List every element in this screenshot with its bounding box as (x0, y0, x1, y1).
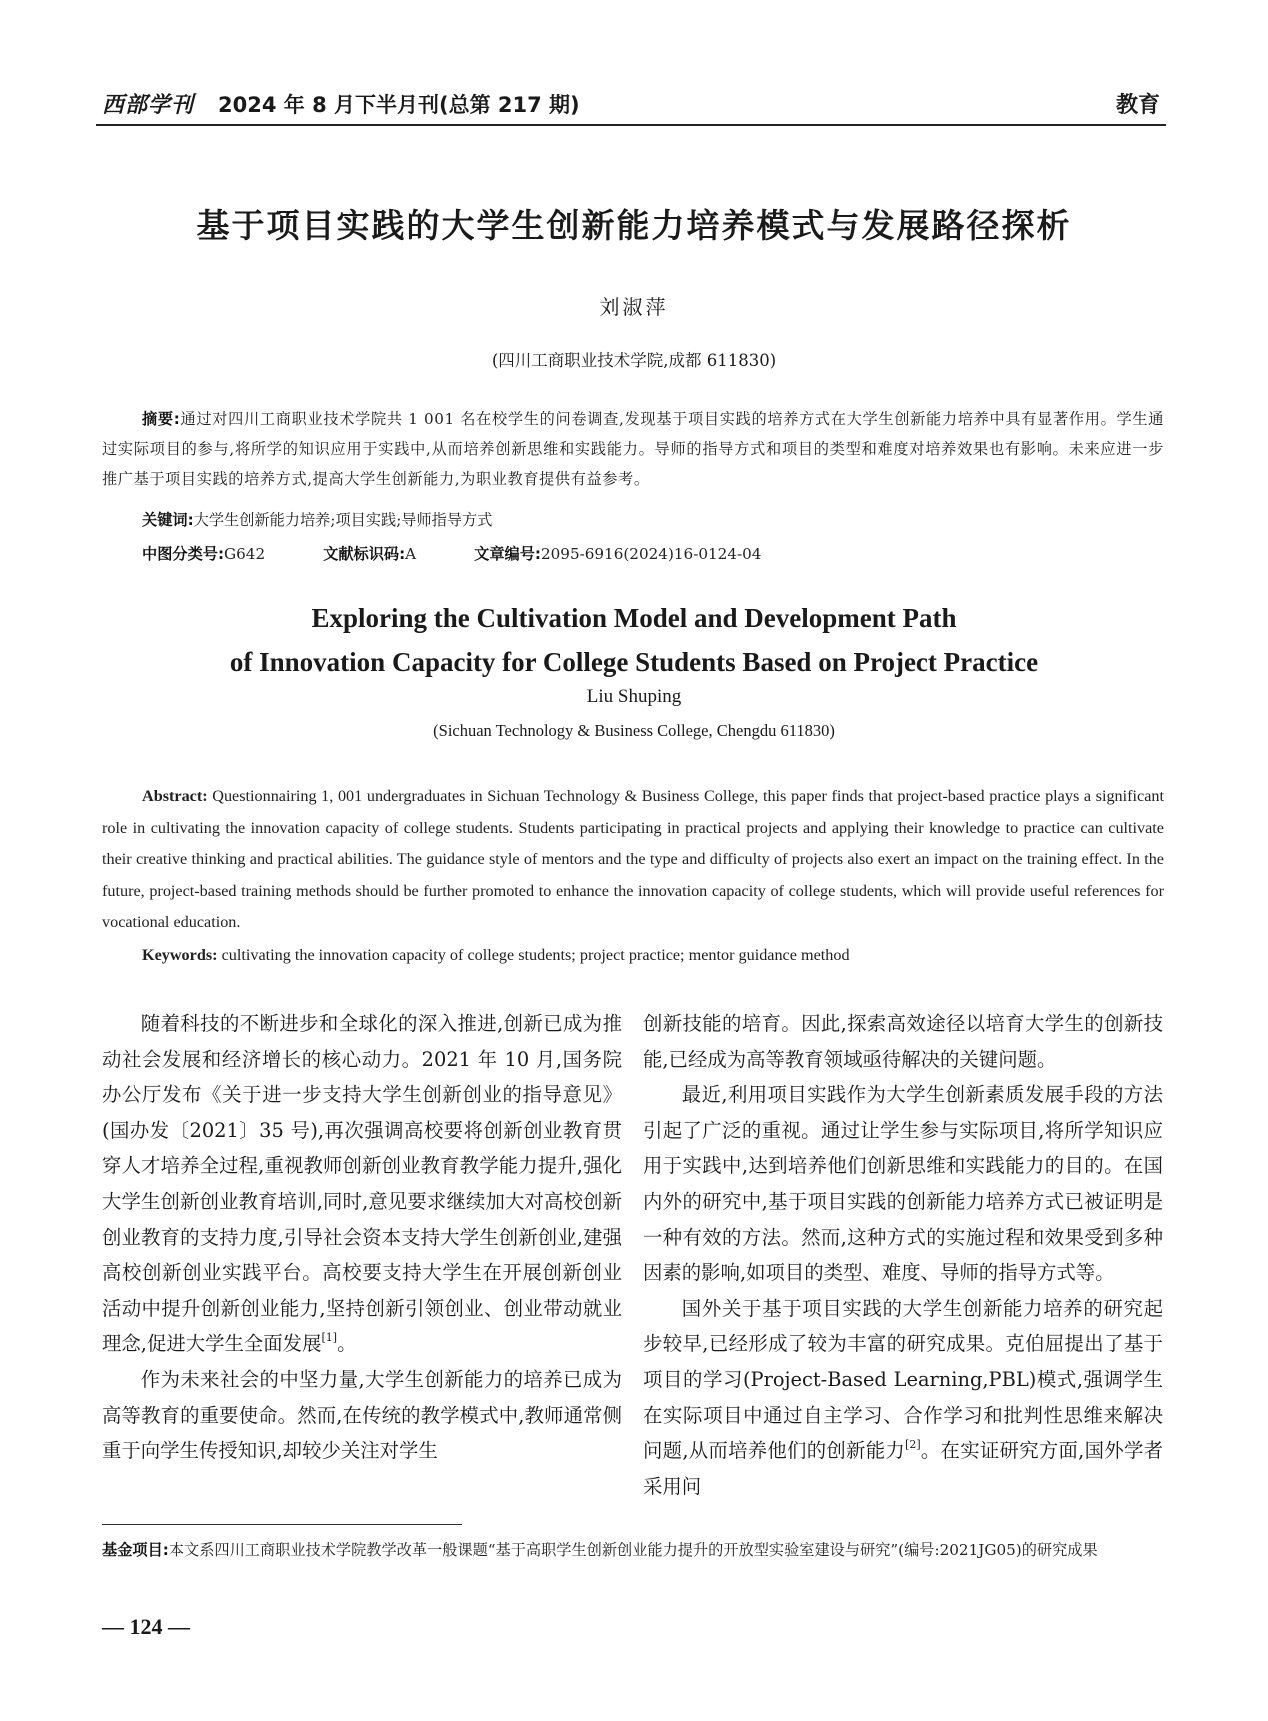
journal-name: 西部学刊 (102, 92, 195, 118)
body-paragraph: 最近,利用项目实践作为大学生创新素质发展手段的方法引起了广泛的重视。通过让学生参与实际项目,将所学知识应用于实践中,达到培养他们创新思维和实践能力的目的。在国内外的研究中,基于项目实践的创新能力培养方式已被证明是一种有效的方法。然而,这种方式的实施过程和效果受到多种因素的影响,如项目的类型、难度、导师的指导方式等。 (643, 1083, 1163, 1285)
body-paragraph: 作为未来社会的中坚力量,大学生创新能力的培养已成为高等教育的重要使命。然而,在传统的教学模式中,教师通常侧重于向学生传授知识,却较少关注对学生 (102, 1367, 622, 1463)
author-en: Liu Shuping (586, 686, 682, 707)
footnote-text: 本文系四川工商职业技术学院教学改革一般课题“基于高职学生创新创业能力提升的开放型实验室建设与研究”(编号:2021JG05)的研究成果 (168, 1541, 1098, 1559)
keywords-zh-label: 关键词: (142, 511, 194, 529)
header-rule (96, 124, 1166, 126)
affiliation-zh: (四川工商职业技术学院,成都 611830) (491, 351, 777, 370)
paper-title-en-line2: of Innovation Capacity for College Students Based on Project Practice (229, 647, 1039, 677)
affiliation-en: (Sichuan Technology & Business College, Chengdu 611830) (433, 721, 835, 740)
doc-code-value: A (405, 545, 417, 563)
body-text: 随着科技的不断进步和全球化的深入推进,创新已成为推动社会发展和经济增长的核心动力。2021 年 10 月,国务院办公厅发布《关于进一步支持大学生创新创业的指导意见》(国办发〔2021〕35 号),再次强调高校要将创新创业教育贯穿人才培养全过程,重视教师创新创业教育教学能力提升,强化大学生创新创业教育培训,同时,意见要求继续加大对高校创新创业教育的支持力度,引导社会资本支持大学生创新创业,建强高校创新创业实践平台。高校要支持大学生在开展创新创业活动中提升创新创业能力,坚持创新引领创业、创业带动就业理念,促进大学生全面发展 (102, 1012, 622, 1356)
clc-value: G642 (224, 545, 266, 563)
clc-label: 中图分类号: (142, 545, 225, 563)
author-zh: 刘淑萍 (599, 295, 669, 319)
abstract-zh (102, 404, 1164, 494)
body-text: 国外关于基于项目实践的大学生创新能力培养的研究起步较早,已经形成了较为丰富的研究成果。克伯屈提出了基于项目的学习(Project-Based Learning,PBL)模式,强调学生在实际项目中通过自主学习、合作学习和批判性思维来解决问题,从而培养他们的创新能力 (643, 1296, 1163, 1463)
body-paragraph (102, 1006, 622, 1362)
paper-title-en-line1: Exploring the Cultivation Model and Development Path (311, 603, 957, 633)
body-column-left (102, 1006, 622, 1469)
citation-ref: [1] (321, 1331, 338, 1345)
body-text: 。 (337, 1332, 357, 1356)
keywords-en-text: cultivating the innovation capacity of college students; project practice; mentor guidance method (217, 946, 850, 964)
body-text: 。在实证研究方面,国外学者采用问 (643, 1439, 1163, 1498)
paper-title-zh: 基于项目实践的大学生创新能力培养模式与发展路径探析 (196, 206, 1072, 245)
journal-issue: 2024 年 8 月下半月刊(总第 217 期) (218, 93, 580, 117)
body-column-right (643, 1006, 1163, 1504)
footnote-label: 基金项目: (102, 1541, 169, 1559)
page-number: — 124 — (102, 1614, 190, 1639)
section-label: 教育 (1115, 93, 1160, 118)
article-number-value: 2095-6916(2024)16-0124-04 (540, 545, 762, 563)
keywords-zh (142, 505, 1204, 535)
body-paragraph: 创新技能的培育。因此,探索高效途径以培育大学生的创新技能,已经成为高等教育领域亟待解决的关键问题。 (643, 1012, 1163, 1071)
body-paragraph (643, 1291, 1163, 1505)
abstract-zh-label: 摘要: (142, 410, 181, 428)
classification-line (142, 539, 1042, 569)
keywords-zh-text: 大学生创新能力培养;项目实践;导师指导方式 (193, 511, 493, 529)
doc-code-label: 文献标识码: (323, 545, 406, 563)
abstract-en-text: Questionnairing 1, 001 undergraduates in Sichuan Technology & Business College, this paper finds that project-based practice plays a significant role in cultivating the innovation capacity of college students. Students participating in practical projects and applying their knowledge to practice can cultivate their creative thinking and practical abilities. The guidance style of mentors and the type and difficulty of projects also exert an impact on the training effect. In the future, project-based training methods should be further promoted to enhance the innovation capacity of college students, which will provide useful references for vocational education. (102, 787, 1164, 931)
footnote-rule (102, 1524, 462, 1525)
abstract-zh-text: 通过对四川工商职业技术学院共 1 001 名在校学生的问卷调查,发现基于项目实践的培养方式在大学生创新能力培养中具有显著作用。学生通过实际项目的参与,将所学的知识应用于实践中,从而培养创新思维和实践能力。导师的指导方式和项目的类型和难度对培养效果也有影响。未来应进一步推广基于项目实践的培养方式,提高大学生创新能力,为职业教育提供有益参考。 (102, 410, 1165, 488)
keywords-en (142, 940, 1162, 972)
citation-ref: [2] (905, 1438, 921, 1452)
paper-title-en (0, 596, 1268, 684)
article-number-label: 文章编号: (474, 545, 541, 563)
abstract-en-label: Abstract: (142, 787, 208, 805)
abstract-en (102, 781, 1164, 939)
footnote (102, 1535, 1164, 1565)
keywords-en-label: Keywords: (142, 946, 218, 964)
